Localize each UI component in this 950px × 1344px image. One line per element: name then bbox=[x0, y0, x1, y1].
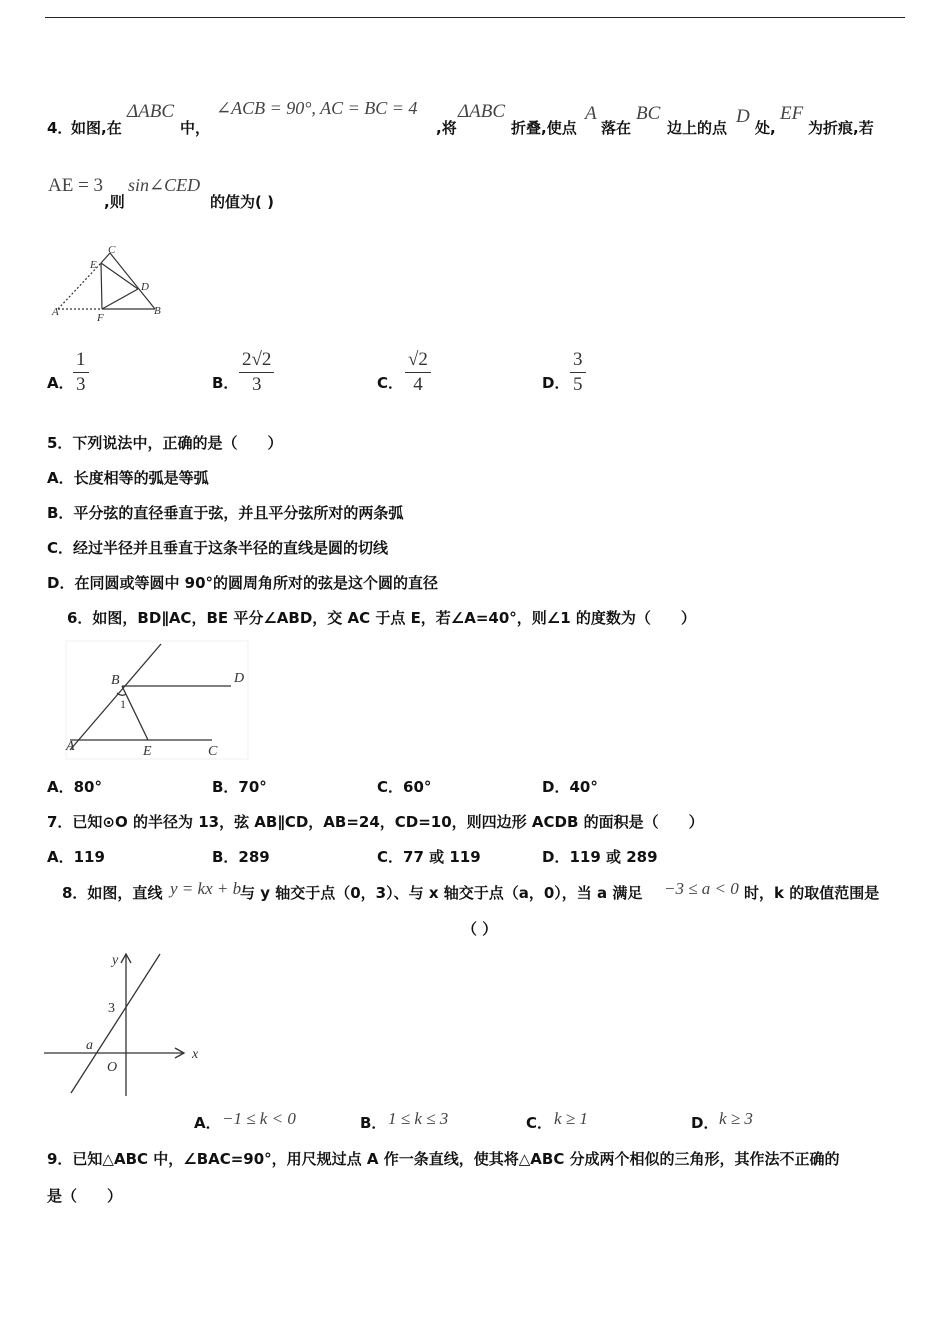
q8-text-1: 8．如图，直线 bbox=[62, 884, 163, 902]
q6-fig-label-c: C bbox=[208, 744, 218, 759]
q4-math-sin: sin∠CED bbox=[128, 175, 201, 195]
q7-option-b[interactable]: B．289 bbox=[212, 848, 270, 866]
q4-option-a-label[interactable]: A． bbox=[47, 374, 74, 392]
q4-math-d: D bbox=[736, 106, 750, 127]
q4-math-ae: AE = 3 bbox=[48, 175, 104, 196]
q4-option-c-fraction bbox=[405, 348, 431, 397]
q4-text-4: 折叠,使点 bbox=[511, 119, 577, 137]
q4-option-a-numerator: 1 bbox=[73, 348, 89, 373]
q4-text-2: 中， bbox=[180, 119, 211, 137]
q4-text-6: 边上的点 bbox=[667, 119, 728, 137]
q4-text-5: 落在 bbox=[601, 119, 632, 137]
q4-option-b-denominator: 3 bbox=[251, 374, 262, 395]
q8-math-line: y = kx + b bbox=[170, 879, 242, 898]
q4-math-bc: BC bbox=[636, 103, 661, 124]
q4-option-b-numerator: 2√2 bbox=[239, 348, 274, 373]
q6-fig-label-e: E bbox=[143, 744, 152, 759]
q6-fig-label-1: 1 bbox=[120, 697, 126, 711]
q8-fig-label-x: x bbox=[192, 1047, 199, 1062]
q4-math-abc: ΔABC bbox=[127, 101, 175, 122]
q5-option-c[interactable]: C．经过半径并且垂直于这条半径的直线是圆的切线 bbox=[47, 539, 389, 557]
q4-fig-label-a: A bbox=[52, 306, 59, 318]
q8-option-b-math: 1 ≤ k ≤ 3 bbox=[388, 1109, 449, 1128]
q4-figure bbox=[44, 242, 174, 327]
q7-stem: 7．已知⊙O 的半径为 13，弦 AB∥CD，AB=24，CD=10，则四边形 ACDB 的面积是（ ） bbox=[47, 813, 704, 831]
q7-option-a[interactable]: A．119 bbox=[47, 848, 105, 866]
q5-stem: 5．下列说法中，正确的是（ ） bbox=[47, 434, 283, 452]
q8-text-3: 时，k 的取值范围是 bbox=[744, 884, 880, 902]
q8-fig-label-a: a bbox=[86, 1038, 93, 1053]
q4-fig-label-c: C bbox=[108, 244, 116, 256]
q4-option-d-fraction bbox=[570, 348, 586, 397]
q8-option-a-math: −1 ≤ k < 0 bbox=[222, 1109, 296, 1128]
q4-option-d-denominator: 5 bbox=[573, 374, 583, 395]
q4-math-abc-2: ΔABC bbox=[458, 101, 506, 122]
q4-text-1: 如图,在 bbox=[71, 119, 122, 137]
q4-text-7: 处, bbox=[755, 119, 776, 137]
q4-option-c-label[interactable]: C． bbox=[377, 374, 404, 392]
q6-option-a[interactable]: A．80° bbox=[47, 778, 102, 796]
q5-option-b[interactable]: B．平分弦的直径垂直于弦，并且平分弦所对的两条弧 bbox=[47, 504, 404, 522]
q4-option-b-fraction bbox=[239, 348, 274, 397]
q4-text-9: ,则 bbox=[104, 193, 125, 211]
q6-fig-label-b: B bbox=[111, 673, 120, 688]
q6-option-c[interactable]: C．60° bbox=[377, 778, 432, 796]
q8-fig-label-3: 3 bbox=[108, 1001, 115, 1016]
q4-option-b-label[interactable]: B． bbox=[212, 374, 239, 392]
q4-option-c-numerator: √2 bbox=[405, 348, 431, 373]
q8-option-c-math: k ≥ 1 bbox=[554, 1109, 588, 1128]
q4-option-c-denominator: 4 bbox=[413, 374, 423, 395]
q8-option-b-label[interactable]: B． bbox=[360, 1114, 387, 1132]
q4-math-a: A bbox=[585, 103, 597, 124]
q8-math-condition: −3 ≤ a < 0 bbox=[664, 879, 739, 898]
q7-option-d[interactable]: D．119 或 289 bbox=[542, 848, 658, 866]
q4-option-a-fraction bbox=[73, 348, 89, 397]
q4-text-3: ,将 bbox=[436, 119, 457, 137]
q4-text-10: 的值为( ) bbox=[210, 193, 274, 211]
q6-fig-label-a: A bbox=[66, 739, 75, 754]
q8-fig-label-y: y bbox=[112, 953, 119, 968]
q6-fig-label-d: D bbox=[234, 671, 245, 686]
q4-fig-label-e: E bbox=[90, 259, 97, 271]
q6-figure bbox=[62, 637, 250, 761]
header-rule bbox=[45, 17, 905, 18]
q6-stem: 6．如图，BD∥AC，BE 平分∠ABD，交 AC 于点 E，若∠A=40°，则∠1 的度数为（ ） bbox=[67, 609, 696, 627]
q8-option-a-label[interactable]: A． bbox=[194, 1114, 221, 1132]
q4-math-angle: ∠ACB = 90°, AC = BC = 4 bbox=[216, 98, 418, 118]
q8-answer-paren: （ ） bbox=[462, 920, 498, 938]
q6-option-d[interactable]: D．40° bbox=[542, 778, 598, 796]
q9-line-2: 是（ ） bbox=[47, 1187, 123, 1205]
q4-fig-label-b: B bbox=[154, 305, 161, 317]
q8-figure bbox=[44, 948, 204, 1103]
q4-option-d-numerator: 3 bbox=[570, 348, 586, 373]
q8-option-d-label[interactable]: D． bbox=[691, 1114, 719, 1132]
q4-option-d-label[interactable]: D． bbox=[542, 374, 570, 392]
q5-option-d[interactable]: D．在同圆或等圆中 90°的圆周角所对的弦是这个圆的直径 bbox=[47, 574, 439, 592]
q6-option-b[interactable]: B．70° bbox=[212, 778, 267, 796]
q4-option-a-denominator: 3 bbox=[76, 374, 86, 395]
q4-math-ef: EF bbox=[780, 103, 804, 124]
q5-option-a[interactable]: A．长度相等的弧是等弧 bbox=[47, 469, 209, 487]
q8-option-d-math: k ≥ 3 bbox=[719, 1109, 753, 1128]
q8-option-c-label[interactable]: C． bbox=[526, 1114, 553, 1132]
q4-fig-label-f: F bbox=[97, 312, 104, 324]
q9-line-1: 9．已知△ABC 中，∠BAC=90°，用尺规过点 A 作一条直线，使其将△ABC 分成两个相似的三角形，其作法不正确的 bbox=[47, 1150, 840, 1168]
q4-fig-label-d: D bbox=[141, 281, 149, 293]
q8-fig-label-o: O bbox=[107, 1060, 118, 1075]
q7-option-c[interactable]: C．77 或 119 bbox=[377, 848, 481, 866]
q8-text-2: 与 y 轴交于点（0，3）、与 x 轴交于点（a，0），当 a 满足 bbox=[240, 884, 643, 902]
q4-text-8: 为折痕,若 bbox=[808, 119, 874, 137]
q4-number: 4． bbox=[47, 119, 73, 137]
